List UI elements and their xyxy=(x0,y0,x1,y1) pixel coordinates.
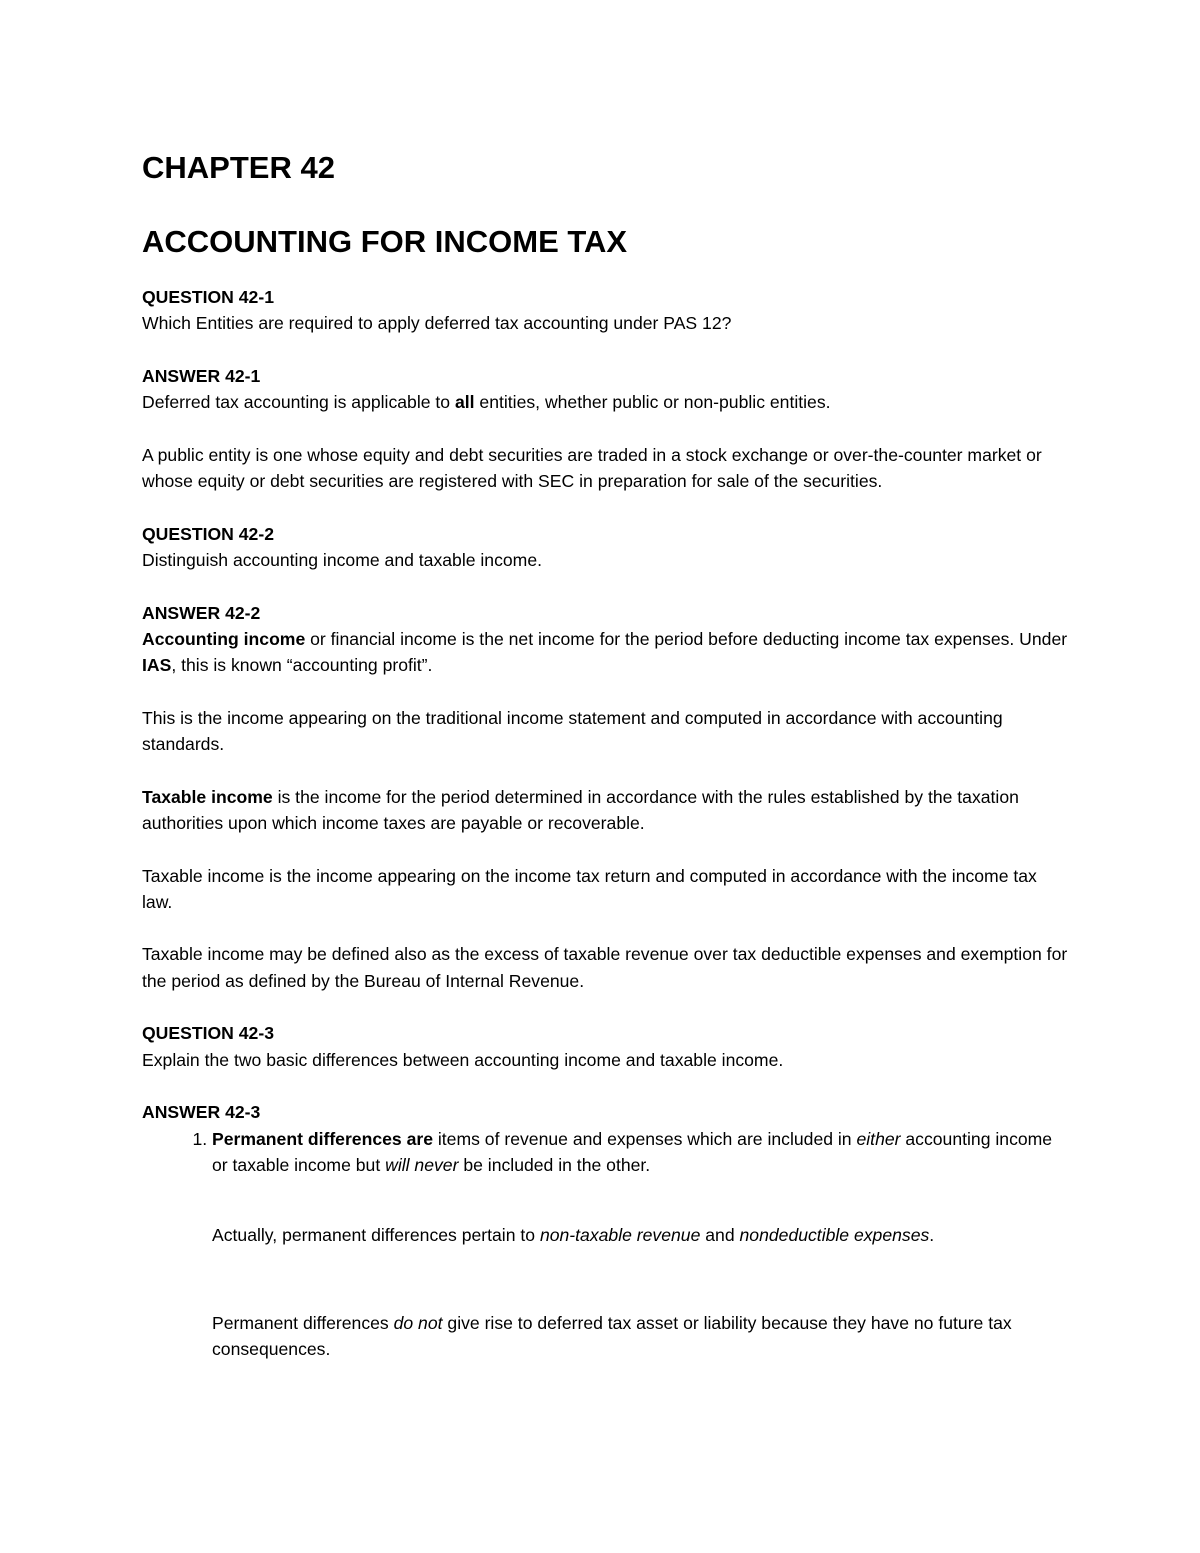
answer-1-label: ANSWER 42-1 xyxy=(142,365,261,386)
chapter-title: ACCOUNTING FOR INCOME TAX xyxy=(142,224,628,259)
document-page xyxy=(142,140,1072,1380)
question-3-label: QUESTION 42-3 xyxy=(142,1023,274,1044)
answer-1-paragraph-1: Deferred tax accounting is applicable to all entities, whether public or non-public entities. xyxy=(142,392,831,413)
answer-3-paragraph-2: Actually, permanent differences pertain to non-taxable revenue and nondeductible expenses. xyxy=(212,1224,935,1245)
answer-2-paragraph-5: Taxable income may be defined also as the excess of taxable revenue over tax deductible expenses and exemption for the period as defined by the Bureau of Internal Revenue. xyxy=(142,944,1068,991)
answer-2-paragraph-1: Accounting income or financial income is the net income for the period before deducting income tax expenses. Under IAS, this is known “accounting profit”. xyxy=(142,628,1068,676)
answer-3-label: ANSWER 42-3 xyxy=(142,1102,261,1123)
question-2-text: Distinguish accounting income and taxable income. xyxy=(142,549,543,570)
answer-2-label: ANSWER 42-2 xyxy=(142,602,261,623)
answer-3-paragraph-3: Permanent differences do not give rise to deferred tax asset or liability because they have no future tax consequences. xyxy=(212,1312,1012,1360)
answer-2-paragraph-3: Taxable income is the income for the period determined in accordance with the rules established by the taxation authorities upon which income taxes are payable or recoverable. xyxy=(142,786,1019,833)
question-1-text: Which Entities are required to apply deferred tax accounting under PAS 12? xyxy=(142,313,732,334)
question-1-label: QUESTION 42-1 xyxy=(142,287,274,307)
list-item: 1. Permanent differences are items of revenue and expenses which are included in either accounting income or taxable income but will never be included in the other. xyxy=(212,1126,1072,1179)
question-2-label: QUESTION 42-2 xyxy=(142,523,274,544)
answer-2-paragraph-2: This is the income appearing on the traditional income statement and computed in accordance with accounting standards. xyxy=(142,707,1003,755)
chapter-heading: CHAPTER 42 xyxy=(142,150,335,185)
answer-3-list xyxy=(142,1126,1072,1179)
question-3-text: Explain the two basic differences between accounting income and taxable income. xyxy=(142,1049,784,1070)
answer-1-paragraph-2: A public entity is one whose equity and debt securities are traded in a stock exchange or over-the-counter market or whose equity or debt securities are registered with SEC in preparation for sale of the securities. xyxy=(142,444,1042,492)
answer-2-paragraph-4: Taxable income is the income appearing on the income tax return and computed in accordance with the income tax law. xyxy=(142,865,1037,912)
